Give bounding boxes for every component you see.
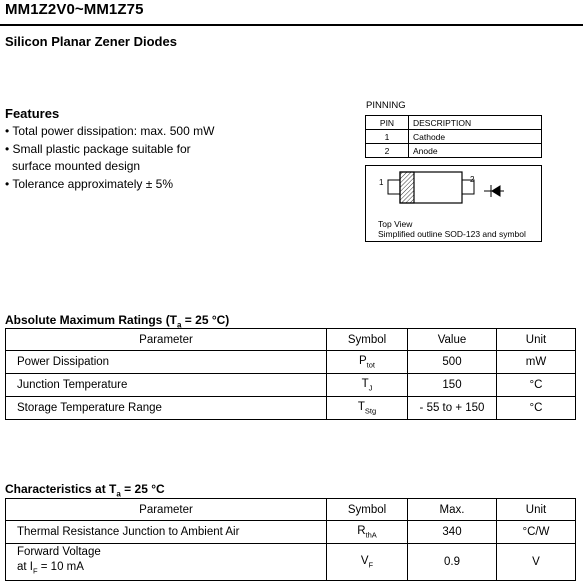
table-header-row bbox=[366, 116, 542, 130]
characteristics-table bbox=[5, 498, 576, 581]
feature-line: surface mounted design bbox=[12, 159, 141, 173]
col-value: Value bbox=[408, 329, 497, 351]
title-rule bbox=[0, 24, 583, 26]
caption-top-view: Top View bbox=[378, 219, 413, 229]
pin-description: Anode bbox=[409, 144, 542, 158]
value-cell: - 55 to + 150 bbox=[408, 397, 497, 420]
unit-cell: °C bbox=[497, 374, 576, 397]
value-cell: 150 bbox=[408, 374, 497, 397]
col-max: Max. bbox=[408, 499, 497, 521]
parameter-cell: Power Dissipation bbox=[6, 351, 327, 374]
table-header-row bbox=[6, 329, 576, 351]
abs-max-title: Absolute Maximum Ratings ($T_a = 25$ °C) bbox=[5, 313, 230, 330]
unit-cell: °C bbox=[497, 397, 576, 420]
value-cell: 340 bbox=[408, 521, 497, 544]
characteristics-title: Characteristics at $T_a = 25$ °C bbox=[5, 482, 165, 499]
col-parameter: Parameter bbox=[6, 329, 327, 351]
col-unit: Unit bbox=[497, 499, 576, 521]
parameter-cell: Thermal Resistance Junction to Ambient Air bbox=[6, 521, 327, 544]
feature-line: • Small plastic package suitable for bbox=[5, 141, 191, 156]
caption-outline: Simplified outline SOD-123 and symbol bbox=[378, 229, 526, 239]
pin-header: PIN bbox=[366, 116, 409, 130]
pin-number: 1 bbox=[366, 130, 409, 144]
col-symbol: Symbol bbox=[327, 329, 408, 351]
diode-symbol-icon bbox=[484, 185, 504, 197]
value-cell: 0.9 bbox=[408, 544, 497, 581]
table-header-row bbox=[6, 499, 576, 521]
symbol-cell: $T_J$ bbox=[327, 374, 408, 397]
col-parameter: Parameter bbox=[6, 499, 327, 521]
features-heading: Features bbox=[5, 106, 60, 121]
package-caption bbox=[378, 219, 526, 239]
col-unit: Unit bbox=[497, 329, 576, 351]
value-cell: 500 bbox=[408, 351, 497, 374]
table-row bbox=[6, 351, 576, 374]
page-title: MM1Z2V0~MM1Z75 bbox=[5, 1, 144, 18]
sod123-package-outline bbox=[388, 172, 474, 203]
symbol-cell: $R_{thA}$ bbox=[327, 521, 408, 544]
feature-line: • Total power dissipation: max. 500 mW bbox=[5, 124, 215, 138]
feature-line: • Tolerance approximately ± 5% bbox=[5, 176, 173, 191]
unit-cell: V bbox=[497, 544, 576, 581]
pin-number: 2 bbox=[366, 144, 409, 158]
symbol-cell: $T_{Stg}$ bbox=[327, 397, 408, 420]
pin-1-label: 1 bbox=[379, 178, 384, 187]
pinning-table bbox=[365, 115, 542, 158]
table-row bbox=[6, 544, 576, 581]
table-row bbox=[366, 144, 542, 158]
pin-description: Cathode bbox=[409, 130, 542, 144]
pin-2-label: 2 bbox=[470, 175, 475, 184]
table-row bbox=[6, 374, 576, 397]
col-symbol: Symbol bbox=[327, 499, 408, 521]
parameter-cell: Forward Voltage at $I_F = 10$ mA bbox=[6, 544, 327, 581]
table-row bbox=[6, 397, 576, 420]
features-list bbox=[5, 123, 214, 193]
parameter-cell: Storage Temperature Range bbox=[6, 397, 327, 420]
table-row bbox=[6, 521, 576, 544]
abs-max-table bbox=[5, 328, 576, 420]
parameter-cell: Junction Temperature bbox=[6, 374, 327, 397]
unit-cell: °C/W bbox=[497, 521, 576, 544]
page-subtitle: Silicon Planar Zener Diodes bbox=[5, 34, 177, 49]
table-row bbox=[366, 130, 542, 144]
pinning-title: PINNING bbox=[366, 100, 406, 111]
unit-cell: mW bbox=[497, 351, 576, 374]
symbol-cell: $P_{tot}$ bbox=[327, 351, 408, 374]
description-header: DESCRIPTION bbox=[409, 116, 542, 130]
symbol-cell: $V_F$ bbox=[327, 544, 408, 581]
